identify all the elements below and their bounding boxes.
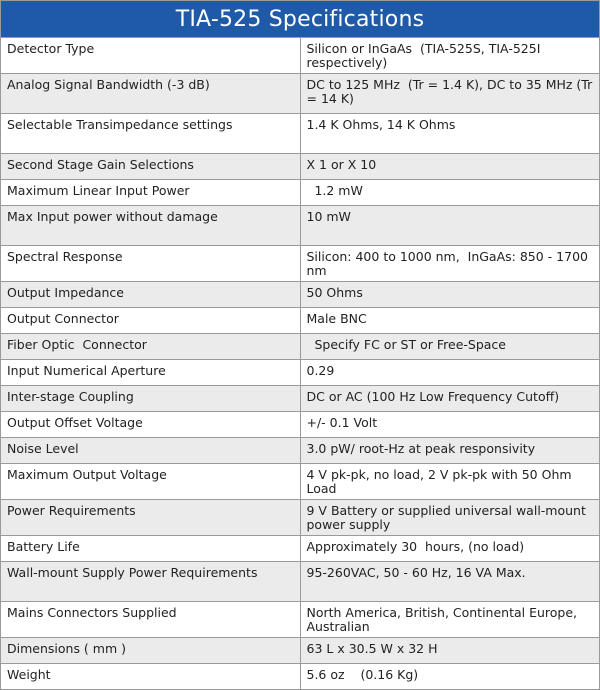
table-row: [1, 536, 600, 562]
table-row: [1, 246, 600, 282]
spec-label-battery-life: Battery Life: [1, 536, 301, 562]
spec-label-max-input-damage: Max Input power without damage: [1, 206, 301, 246]
spec-value-max-output-voltage: 4 V pk-pk, no load, 2 V pk-pk with 50 Ohm Load: [300, 464, 600, 500]
spec-label-bandwidth: Analog Signal Bandwidth (-3 dB): [1, 74, 301, 114]
table-row: [1, 638, 600, 664]
spec-value-output-offset-voltage: +/- 0.1 Volt: [300, 412, 600, 438]
table-row: [1, 464, 600, 500]
spec-value-weight: 5.6 oz (0.16 Kg): [300, 664, 600, 690]
spec-label-max-linear-input: Maximum Linear Input Power: [1, 180, 301, 206]
spec-label-dimensions: Dimensions ( mm ): [1, 638, 301, 664]
table-row: [1, 74, 600, 114]
spec-label-spectral-response: Spectral Response: [1, 246, 301, 282]
spec-label-wall-mount-supply: Wall-mount Supply Power Requirements: [1, 562, 301, 602]
table-row: [1, 206, 600, 246]
table-row: [1, 360, 600, 386]
spec-label-max-output-voltage: Maximum Output Voltage: [1, 464, 301, 500]
spec-label-inter-stage-coupling: Inter-stage Coupling: [1, 386, 301, 412]
spec-value-battery-life: Approximately 30 hours, (no load): [300, 536, 600, 562]
spec-label-output-impedance: Output Impedance: [1, 282, 301, 308]
spec-value-second-stage-gain: X 1 or X 10: [300, 154, 600, 180]
table-row: [1, 308, 600, 334]
spec-value-numerical-aperture: 0.29: [300, 360, 600, 386]
spec-label-power-requirements: Power Requirements: [1, 500, 301, 536]
spec-value-wall-mount-supply: 95-260VAC, 50 - 60 Hz, 16 VA Max.: [300, 562, 600, 602]
table-row: [1, 602, 600, 638]
table-row: [1, 154, 600, 180]
spec-label-fiber-optic-connector: Fiber Optic Connector: [1, 334, 301, 360]
table-row: [1, 334, 600, 360]
spec-value-max-linear-input: 1.2 mW: [300, 180, 600, 206]
table-row: [1, 562, 600, 602]
spec-value-spectral-response: Silicon: 400 to 1000 nm, InGaAs: 850 - 1700 nm: [300, 246, 600, 282]
table-row: [1, 282, 600, 308]
table-header-row: [1, 1, 600, 38]
spec-value-power-requirements: 9 V Battery or supplied universal wall-mount power supply: [300, 500, 600, 536]
spec-value-detector-type: Silicon or InGaAs (TIA-525S, TIA-525I respectively): [300, 38, 600, 74]
spec-value-dimensions: 63 L x 30.5 W x 32 H: [300, 638, 600, 664]
spec-label-noise-level: Noise Level: [1, 438, 301, 464]
spec-value-mains-connectors: North America, British, Continental Europe, Australian: [300, 602, 600, 638]
spec-label-numerical-aperture: Input Numerical Aperture: [1, 360, 301, 386]
spec-label-output-connector: Output Connector: [1, 308, 301, 334]
spec-label-output-offset-voltage: Output Offset Voltage: [1, 412, 301, 438]
spec-label-weight: Weight: [1, 664, 301, 690]
spec-label-mains-connectors: Mains Connectors Supplied: [1, 602, 301, 638]
table-row: [1, 412, 600, 438]
table-title: TIA-525 Specifications: [1, 1, 600, 38]
spec-value-noise-level: 3.0 pW/ root-Hz at peak responsivity: [300, 438, 600, 464]
spec-value-transimpedance: 1.4 K Ohms, 14 K Ohms: [300, 114, 600, 154]
table-row: [1, 438, 600, 464]
spec-label-transimpedance: Selectable Transimpedance settings: [1, 114, 301, 154]
spec-label-second-stage-gain: Second Stage Gain Selections: [1, 154, 301, 180]
table-row: [1, 38, 600, 74]
table-row: [1, 180, 600, 206]
table-row: [1, 386, 600, 412]
spec-value-output-connector: Male BNC: [300, 308, 600, 334]
spec-label-detector-type: Detector Type: [1, 38, 301, 74]
spec-value-inter-stage-coupling: DC or AC (100 Hz Low Frequency Cutoff): [300, 386, 600, 412]
spec-value-output-impedance: 50 Ohms: [300, 282, 600, 308]
table-row: [1, 114, 600, 154]
table-row: [1, 500, 600, 536]
spec-value-max-input-damage: 10 mW: [300, 206, 600, 246]
table-row: [1, 664, 600, 690]
spec-value-bandwidth: DC to 125 MHz (Tr = 1.4 K), DC to 35 MHz (Tr = 14 K): [300, 74, 600, 114]
spec-value-fiber-optic-connector: Specify FC or ST or Free-Space: [300, 334, 600, 360]
